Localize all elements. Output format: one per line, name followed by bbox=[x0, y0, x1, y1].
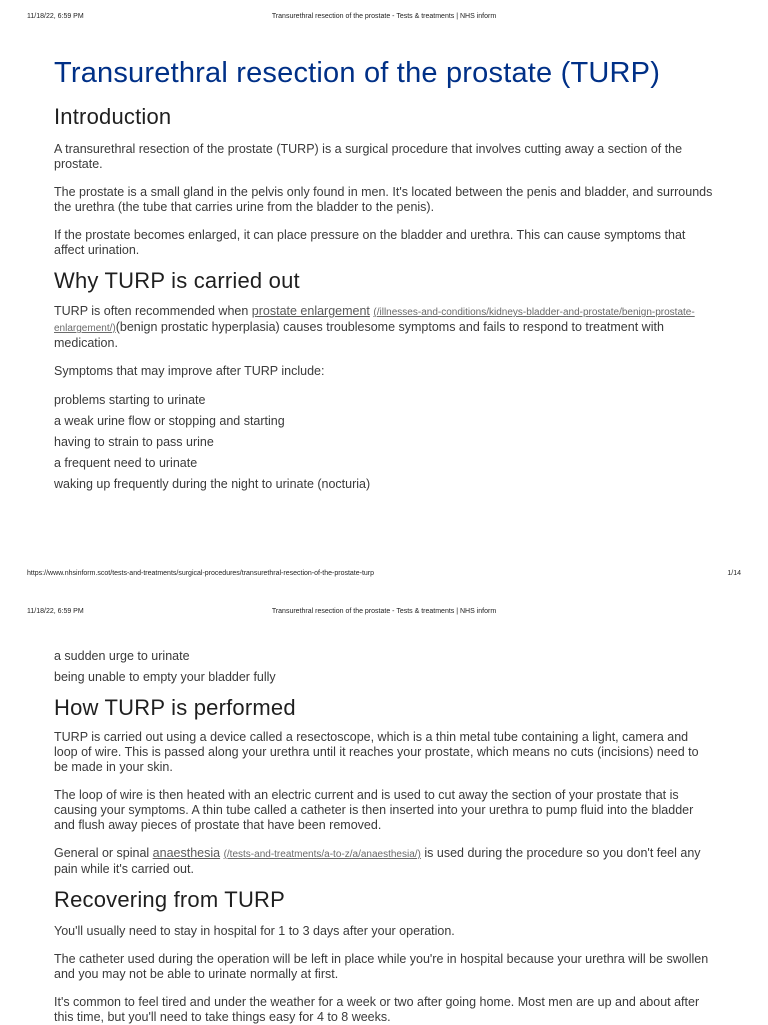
recovering-paragraph-1: You'll usually need to stay in hospital for 1 to 3 days after your operation. bbox=[54, 924, 455, 938]
how-text-after: is used during the procedure so you don't feel any pain while it's carried out. bbox=[54, 846, 701, 876]
symptom-list bbox=[54, 392, 714, 492]
symptom-item: problems starting to urinate bbox=[54, 393, 206, 407]
symptom-item: a sudden urge to urinate bbox=[54, 649, 190, 663]
print-datetime: 11/18/22, 6:59 PM bbox=[27, 608, 84, 615]
page1-content bbox=[54, 56, 714, 492]
symptom-item: being unable to empty your bladder fully bbox=[54, 670, 276, 684]
section-heading-how: How TURP is performed bbox=[54, 695, 296, 720]
print-page-title: Transurethral resection of the prostate - Tests & treatments | NHS inform bbox=[271, 608, 497, 615]
intro-paragraph-2: The prostate is a small gland in the pelvis only found in men. It's located between the penis and bladder, and surrounds the urethra (the tube that carries urine from the bladder to the penis). bbox=[54, 185, 713, 214]
anaesthesia-link[interactable]: anaesthesia bbox=[152, 846, 221, 860]
print-page-number: 1/14 bbox=[727, 570, 741, 577]
section-heading-recovering: Recovering from TURP bbox=[54, 887, 285, 912]
how-paragraph-3 bbox=[54, 846, 714, 877]
recovering-paragraph-2: The catheter used during the operation will be left in place while you're in hospital because your urethra will be swollen and you may not be able to urinate normally at first. bbox=[54, 952, 709, 981]
print-url: https://www.nhsinform.scot/tests-and-treatments/surgical-procedures/transurethral-resection-of-the-prostate-turp bbox=[27, 570, 375, 577]
symptom-item: a frequent need to urinate bbox=[54, 456, 198, 470]
how-paragraph-2: The loop of wire is then heated with an electric current and is used to cut away the section of your prostate that is causing your symptoms. A thin tube called a catheter is then inserted into your urethra to pump fluid into the bladder and flush away pieces of prostate that have been removed. bbox=[54, 788, 694, 832]
symptom-item: a weak urine flow or stopping and starting bbox=[54, 414, 285, 428]
prostate-enlargement-href: (/illnesses-and-conditions/kidneys-bladder-and-prostate/benign-prostate-enlargement/) bbox=[54, 307, 695, 334]
symptom-list-continued bbox=[54, 648, 714, 685]
intro-paragraph-3: If the prostate becomes enlarged, it can place pressure on the bladder and urethra. This can cause symptoms that affect urination. bbox=[54, 228, 686, 257]
intro-paragraph-1: A transurethral resection of the prostate (TURP) is a surgical procedure that involves cutting away a section of the prostate. bbox=[54, 142, 683, 171]
why-paragraph-2: Symptoms that may improve after TURP include: bbox=[54, 364, 325, 378]
symptom-item: having to strain to pass urine bbox=[54, 435, 214, 449]
anaesthesia-href: (/tests-and-treatments/a-to-z/a/anaesthesia/) bbox=[223, 849, 421, 860]
symptom-item: waking up frequently during the night to urinate (nocturia) bbox=[54, 477, 371, 491]
why-text-after: (benign prostatic hyperplasia) causes troublesome symptoms and fails to respond to treatment with medication. bbox=[54, 320, 664, 350]
recovering-paragraph-3: It's common to feel tired and under the weather for a week or two after going home. Most men are up and about after this time, but you'll need to take things easy for 4 to 8 weeks. bbox=[54, 995, 700, 1024]
section-heading-introduction: Introduction bbox=[54, 104, 172, 129]
prostate-enlargement-link[interactable]: prostate enlargement bbox=[251, 304, 370, 318]
how-text-before: General or spinal bbox=[54, 846, 153, 860]
page2-content bbox=[54, 648, 714, 1025]
section-heading-why: Why TURP is carried out bbox=[54, 268, 300, 293]
why-paragraph-1 bbox=[54, 304, 714, 351]
page-title: Transurethral resection of the prostate (TURP) bbox=[54, 57, 661, 89]
how-paragraph-1: TURP is carried out using a device called a resectoscope, which is a thin metal tube containing a light, camera and loop of wire. This is passed along your urethra until it reaches your prostate, which means no cuts (incisions) need to be made in your skin. bbox=[54, 730, 699, 774]
print-datetime: 11/18/22, 6:59 PM bbox=[27, 13, 84, 20]
print-page-title: Transurethral resection of the prostate - Tests & treatments | NHS inform bbox=[271, 13, 497, 20]
why-text-before: TURP is often recommended when bbox=[54, 304, 252, 318]
